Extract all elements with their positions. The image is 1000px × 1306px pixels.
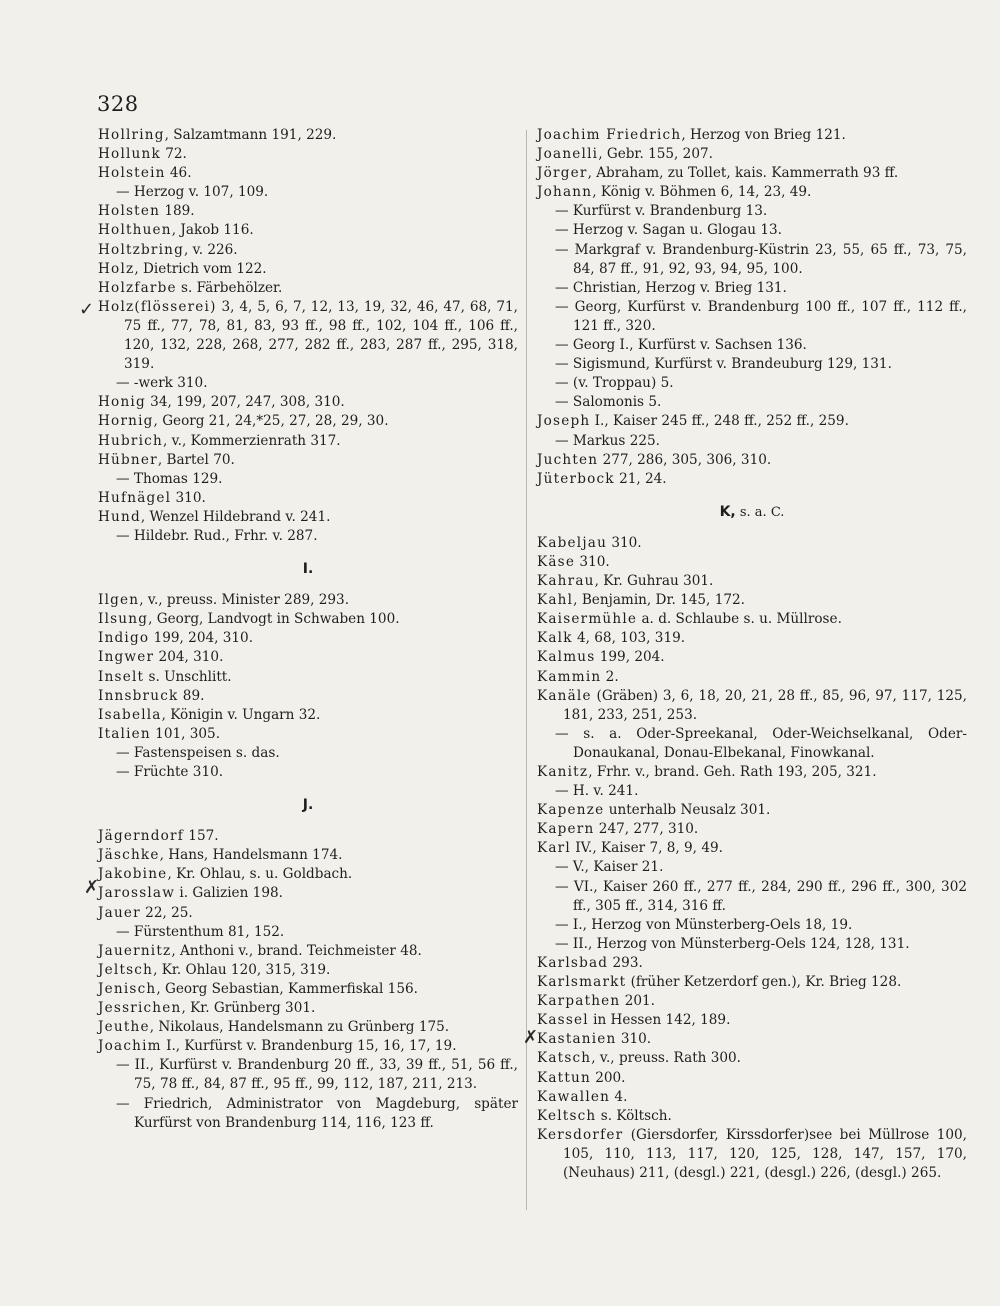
- index-entry: [98, 164, 518, 183]
- entry-headword: Holtzbring: [98, 241, 185, 258]
- entry-references: in Hessen 142, 189.: [588, 1012, 731, 1029]
- entry-references: 101, 305.: [150, 725, 221, 742]
- entry-references: , Georg Sebastian, Kammerfiskal 156.: [156, 980, 418, 997]
- index-subentry: [98, 744, 518, 763]
- index-entry: [537, 839, 967, 858]
- entry-headword: Kattun: [537, 1069, 591, 1086]
- entry-references: 247, 277, 310.: [594, 821, 699, 838]
- index-entry: [98, 884, 518, 903]
- index-subentry: [537, 298, 967, 336]
- entry-references: (früher Ketzerdorf gen.), Kr. Brieg 128.: [626, 974, 902, 991]
- entry-headword: Jarosslaw: [98, 885, 176, 902]
- entry-headword: Juchten: [537, 451, 599, 468]
- entry-references: 199, 204.: [595, 649, 665, 666]
- entry-headword: Kapenze: [537, 802, 605, 819]
- index-entry: [98, 1018, 518, 1037]
- index-entry: [537, 1126, 967, 1183]
- entry-references: — -werk 310.: [116, 375, 208, 392]
- entry-headword: Kahl: [537, 592, 574, 609]
- entry-references: , Gebr. 155, 207.: [598, 146, 713, 163]
- entry-references: — Sigismund, Kurfürst v. Brandeuburg 129, 131.: [555, 356, 892, 373]
- index-entry: [537, 470, 967, 489]
- entry-headword: Kapern: [537, 821, 595, 838]
- entry-headword: Italien: [98, 725, 151, 742]
- entry-headword: Jäschke: [98, 847, 160, 864]
- entry-references: 204, 310.: [154, 649, 224, 666]
- entry-references: — Christian, Herzog v. Brieg 131.: [555, 279, 787, 296]
- index-entry: [98, 865, 518, 884]
- entry-references: — Kurfürst v. Brandenburg 13.: [555, 203, 768, 220]
- index-entry: [98, 451, 518, 470]
- entry-references: — II., Herzog von Münsterberg-Oels 124, 128, 131.: [555, 935, 910, 952]
- section-letter: J.: [302, 797, 314, 814]
- entry-headword: Hübner: [98, 451, 158, 468]
- entry-headword: Jauernitz: [98, 942, 172, 959]
- index-entry: [537, 412, 967, 431]
- entry-headword: Holthuen: [98, 222, 172, 239]
- section-heading: [537, 503, 967, 522]
- entry-references: 189.: [160, 203, 195, 220]
- index-column-left: [98, 126, 518, 1133]
- index-subentry: [98, 923, 518, 942]
- index-subentry: [98, 183, 518, 202]
- index-entry: [98, 961, 518, 980]
- entry-headword: Jüterbock: [537, 470, 615, 487]
- entry-headword: Jakobine: [98, 866, 168, 883]
- index-entry: [537, 164, 967, 183]
- entry-references: — Salomonis 5.: [555, 394, 662, 411]
- entry-references: I., Kurfürst v. Brandenburg 15, 16, 17, 19.: [161, 1038, 457, 1055]
- entry-references: 3, 4, 5, 6, 7, 12, 13, 19, 32, 46, 47, 68, 71, 75 ff., 77, 78, 81, 83, 93 ff., 98 ff., 102, 104 ff., 106 ff., 120, 132, 228, 268, 277, 282 ff., 283, 287 ff., 295, 318, 319.: [124, 298, 518, 373]
- entry-headword: Joachim: [98, 1038, 162, 1055]
- index-entry: [537, 687, 967, 725]
- entry-headword: Jeuthe: [98, 1019, 150, 1036]
- entry-references: , Georg 21, 24,*25, 27, 28, 29, 30.: [153, 413, 389, 430]
- entry-headword: Kaisermühle: [537, 611, 638, 628]
- index-entry: [537, 992, 967, 1011]
- entry-references: 21, 24.: [614, 470, 667, 487]
- index-entry: [537, 1088, 967, 1107]
- entry-references: 199, 204, 310.: [149, 630, 254, 647]
- entry-references: , v., Kommerzienrath 317.: [162, 432, 341, 449]
- index-entry: [98, 126, 518, 145]
- index-entry: [98, 904, 518, 923]
- entry-references: (Giersdorfer, Kirssdorfer)see bei Müllrose 100, 105, 110, 113, 117, 120, 125, 128, 147, 157, 170, (Neuhaus) 211, (desgl.) 221, (desgl.) 226, (desgl.) 265.: [563, 1126, 967, 1181]
- entry-headword: Hollring: [98, 127, 165, 143]
- entry-references: , Frhr. v., brand. Geh. Rath 193, 205, 321.: [588, 764, 877, 780]
- entry-references: , Nikolaus, Handelsmann zu Grünberg 175.: [149, 1019, 450, 1036]
- index-entry: [537, 629, 967, 648]
- section-heading: [98, 796, 518, 815]
- index-subentry: [537, 432, 967, 451]
- entry-headword: Kanitz: [537, 764, 589, 780]
- entry-references: — Markus 225.: [555, 432, 660, 449]
- index-entry: [537, 591, 967, 610]
- entry-references: , Anthoni v., brand. Teichmeister 48.: [171, 942, 422, 959]
- entry-references: — (v. Troppau) 5.: [555, 375, 674, 392]
- entry-references: , Jakob 116.: [171, 222, 254, 239]
- entry-headword: Kalmus: [537, 649, 596, 666]
- entry-headword: Holz: [98, 260, 135, 277]
- entry-references: , Kr. Guhrau 301.: [594, 573, 714, 590]
- entry-references: , Herzog von Brieg 121.: [681, 127, 846, 143]
- index-entry: [98, 827, 518, 846]
- index-entry: [98, 279, 518, 298]
- entry-references: unterhalb Neusalz 301.: [604, 802, 771, 819]
- index-entry: [98, 629, 518, 648]
- entry-headword: Holstein: [98, 165, 166, 182]
- entry-headword: Kabeljau: [537, 534, 608, 551]
- index-entry: [98, 221, 518, 240]
- entry-references: 200.: [590, 1069, 626, 1086]
- entry-references: , Kr. Grünberg 301.: [181, 1000, 316, 1017]
- column-divider: [526, 130, 527, 1210]
- entry-references: — H. v. 241.: [555, 783, 639, 800]
- entry-references: — Herzog v. 107, 109.: [116, 184, 269, 201]
- index-entry: [98, 687, 518, 706]
- entry-references: — Thomas 129.: [116, 470, 223, 487]
- index-entry: [98, 610, 518, 629]
- index-entry: [98, 412, 518, 431]
- entry-headword: Hufnägel: [98, 489, 172, 506]
- entry-references: 310.: [607, 534, 642, 551]
- index-subentry: [537, 916, 967, 935]
- entry-headword: Inselt: [98, 668, 145, 685]
- entry-headword: Karl: [537, 840, 571, 857]
- entry-headword: Holz(flösserei): [98, 298, 217, 315]
- index-subentry: [98, 1056, 518, 1094]
- entry-headword: Indigo: [98, 630, 150, 647]
- entry-references: , König v. Böhmen 6, 14, 23, 49.: [592, 184, 812, 201]
- entry-headword: Jenisch: [98, 980, 157, 997]
- entry-headword: Kalk: [537, 630, 573, 647]
- index-entry: [98, 489, 518, 508]
- entry-headword: Jauer: [98, 904, 141, 921]
- entry-references: , Benjamin, Dr. 145, 172.: [573, 592, 745, 609]
- index-entry: [98, 591, 518, 610]
- index-subentry: [537, 393, 967, 412]
- index-entry: [537, 145, 967, 164]
- entry-headword: Ilsung: [98, 611, 149, 628]
- entry-headword: Ingwer: [98, 649, 155, 666]
- entry-headword: Käse: [537, 553, 576, 570]
- index-entry: [98, 725, 518, 744]
- entry-references: IV., Kaiser 7, 8, 9, 49.: [570, 840, 723, 857]
- section-heading: [98, 560, 518, 579]
- entry-references: — Friedrich, Administrator von Magdeburg, später Kurfürst von Brandenburg 114, 116, 123 ff.: [116, 1095, 518, 1131]
- entry-references: , Georg, Landvogt in Schwaben 100.: [148, 611, 400, 628]
- entry-references: , Wenzel Hildebrand v. 241.: [140, 508, 331, 525]
- entry-references: 34, 199, 207, 247, 308, 310.: [145, 394, 345, 411]
- entry-headword: Hollunk: [98, 146, 161, 163]
- index-entry: [537, 534, 967, 553]
- entry-references: 22, 25.: [140, 904, 193, 921]
- index-subentry: [537, 279, 967, 298]
- entry-references: , Salzamtmann 191, 229.: [164, 127, 337, 143]
- index-entry: [537, 973, 967, 992]
- entry-references: — Hildebr. Rud., Frhr. v. 287.: [116, 527, 318, 544]
- index-column-right: [537, 126, 967, 1183]
- entry-headword: Jeltsch: [98, 961, 154, 978]
- entry-headword: Kanäle: [537, 687, 592, 704]
- index-subentry: [537, 221, 967, 240]
- entry-references: 2.: [601, 668, 619, 685]
- entry-references: — Früchte 310.: [116, 764, 224, 780]
- section-letter: K,: [719, 503, 736, 520]
- entry-references: , Dietrich vom 122.: [134, 260, 267, 277]
- entry-headword: Holzfarbe: [98, 279, 177, 296]
- index-subentry: [537, 355, 967, 374]
- entry-references: s. Färbehölzer.: [176, 279, 283, 296]
- index-entry: [537, 1030, 967, 1049]
- entry-headword: Joseph: [537, 413, 591, 430]
- index-entry: [98, 1037, 518, 1056]
- index-entry: [98, 393, 518, 412]
- index-subentry: [537, 202, 967, 221]
- index-subentry: [537, 878, 967, 916]
- index-entry: [98, 648, 518, 667]
- entry-references: 310.: [616, 1031, 652, 1048]
- index-subentry: [98, 763, 518, 782]
- entry-references: 293.: [608, 954, 643, 971]
- index-subentry: [98, 1095, 518, 1133]
- index-subentry: [98, 527, 518, 546]
- entry-references: a. d. Schlaube s. u. Müllrose.: [637, 611, 842, 628]
- entry-references: — I., Herzog von Münsterberg-Oels 18, 19.: [555, 916, 853, 933]
- entry-references: , v., preuss. Rath 300.: [591, 1050, 742, 1067]
- index-subentry: [537, 782, 967, 801]
- entry-headword: Jägerndorf: [98, 828, 184, 845]
- index-entry: [98, 202, 518, 221]
- entry-headword: Keltsch: [537, 1107, 597, 1124]
- entry-references: — VI., Kaiser 260 ff., 277 ff., 284, 290 ff., 296 ff., 300, 302 ff., 305 ff., 314, 316 ff.: [555, 878, 967, 914]
- entry-headword: Joachim Friedrich: [537, 127, 682, 143]
- entry-references: 46.: [165, 165, 192, 182]
- entry-references: , v. 226.: [184, 241, 238, 258]
- entry-headword: Innsbruck: [98, 687, 179, 704]
- entry-headword: Isabella: [98, 706, 162, 723]
- entry-headword: Karlsmarkt: [537, 974, 627, 991]
- entry-references: 4, 68, 103, 319.: [572, 630, 686, 647]
- entry-references: i. Galizien 198.: [175, 885, 283, 902]
- index-entry: [537, 183, 967, 202]
- entry-headword: Holsten: [98, 203, 161, 220]
- entry-headword: Hund: [98, 508, 141, 525]
- section-note: s. a. C.: [735, 504, 785, 520]
- entry-references: 201.: [620, 993, 655, 1010]
- entry-references: , Königin v. Ungarn 32.: [161, 706, 321, 723]
- entry-headword: Hubrich: [98, 432, 163, 449]
- index-subentry: [98, 470, 518, 489]
- entry-references: — Fürstenthum 81, 152.: [116, 923, 285, 940]
- index-entry: [98, 145, 518, 164]
- entry-references: , v., preuss. Minister 289, 293.: [139, 592, 350, 609]
- entry-headword: Jörger: [537, 165, 588, 182]
- entry-references: , Kr. Ohlau, s. u. Goldbach.: [167, 866, 353, 883]
- entry-headword: Hornig: [98, 413, 154, 430]
- entry-references: 89.: [178, 687, 205, 704]
- handwritten-mark-icon: ✗: [84, 877, 100, 898]
- handwritten-mark-icon: ✗: [523, 1027, 539, 1048]
- entry-references: — Fastenspeisen s. das.: [116, 744, 280, 761]
- index-entry: [537, 801, 967, 820]
- entry-headword: Kersdorfer: [537, 1126, 624, 1143]
- entry-references: , Kr. Ohlau 120, 315, 319.: [153, 961, 331, 978]
- entry-references: 72.: [160, 146, 187, 163]
- index-entry: [537, 553, 967, 572]
- index-entry: [537, 763, 967, 782]
- entry-references: — Herzog v. Sagan u. Glogau 13.: [555, 222, 782, 239]
- entry-headword: Kawallen: [537, 1088, 611, 1105]
- entry-headword: Johann: [537, 184, 593, 201]
- entry-references: 310.: [171, 489, 206, 506]
- index-entry: [98, 432, 518, 451]
- entry-references: — s. a. Oder-Spreekanal, Oder-Weichselkanal, Oder-Donaukanal, Donau-Elbekanal, Finowkanal.: [555, 725, 967, 761]
- entry-references: — Markgraf v. Brandenburg-Küstrin 23, 55, 65 ff., 73, 75, 84, 87 ff., 91, 92, 93, 94, 95, 100.: [555, 241, 967, 277]
- entry-headword: Katsch: [537, 1050, 592, 1067]
- index-entry: [537, 648, 967, 667]
- entry-references: , Abraham, zu Tollet, kais. Kammerrath 93 ff.: [587, 165, 899, 182]
- entry-headword: Ilgen: [98, 592, 140, 609]
- entry-references: s. Unschlitt.: [144, 668, 232, 685]
- index-entry: [98, 260, 518, 279]
- entry-references: (Gräben) 3, 6, 18, 20, 21, 28 ff., 85, 96, 97, 117, 125, 181, 233, 251, 253.: [563, 687, 967, 723]
- section-letter: I.: [302, 561, 314, 578]
- entry-references: 157.: [183, 828, 219, 845]
- entry-references: — Georg, Kurfürst v. Brandenburg 100 ff., 107 ff., 112 ff., 121 ff., 320.: [555, 298, 967, 334]
- index-entry: [98, 508, 518, 527]
- index-entry: [537, 572, 967, 591]
- index-entry: [98, 668, 518, 687]
- entry-references: , Bartel 70.: [157, 451, 235, 468]
- index-entry: [98, 706, 518, 725]
- entry-references: — Georg I., Kurfürst v. Sachsen 136.: [555, 337, 807, 354]
- entry-headword: Honig: [98, 394, 146, 411]
- index-subentry: [98, 374, 518, 393]
- index-entry: [537, 1011, 967, 1030]
- index-entry: [537, 668, 967, 687]
- index-entry: [98, 241, 518, 260]
- entry-headword: Karpathen: [537, 993, 621, 1010]
- index-entry: [537, 1049, 967, 1068]
- index-entry: [537, 610, 967, 629]
- entry-headword: Joanelli: [537, 146, 599, 163]
- entry-references: I., Kaiser 245 ff., 248 ff., 252 ff., 259.: [590, 413, 849, 430]
- entry-references: , Hans, Handelsmann 174.: [159, 847, 343, 864]
- index-subentry: [537, 374, 967, 393]
- index-entry: [537, 954, 967, 973]
- index-subentry: [537, 858, 967, 877]
- index-subentry: [537, 725, 967, 763]
- index-entry: [98, 298, 518, 374]
- entry-headword: Kahrau: [537, 573, 595, 590]
- entry-headword: Kammin: [537, 668, 602, 685]
- index-entry: [537, 1069, 967, 1088]
- entry-references: 310.: [575, 553, 610, 570]
- page-number: 328: [97, 92, 139, 116]
- entry-references: s. Költsch.: [596, 1107, 672, 1124]
- index-entry: [537, 126, 967, 145]
- index-entry: [537, 451, 967, 470]
- index-entry: [98, 846, 518, 865]
- index-entry: [98, 999, 518, 1018]
- entry-headword: Karlsbad: [537, 954, 609, 971]
- handwritten-mark-icon: ✓: [79, 299, 95, 320]
- entry-headword: Jessrichen: [98, 1000, 182, 1017]
- index-entry: [98, 980, 518, 999]
- entry-references: 4.: [610, 1088, 628, 1105]
- entry-references: — II., Kurfürst v. Brandenburg 20 ff., 33, 39 ff., 51, 56 ff., 75, 78 ff., 84, 87 ff., 95 ff., 99, 112, 187, 211, 213.: [116, 1057, 518, 1093]
- entry-headword: Kastanien: [537, 1031, 617, 1048]
- index-subentry: [537, 241, 967, 279]
- index-subentry: [537, 336, 967, 355]
- index-subentry: [537, 935, 967, 954]
- entry-references: 277, 286, 305, 306, 310.: [598, 451, 772, 468]
- index-entry: [98, 942, 518, 961]
- index-entry: [537, 1107, 967, 1126]
- entry-headword: Kassel: [537, 1012, 589, 1029]
- entry-references: — V., Kaiser 21.: [555, 859, 664, 876]
- index-entry: [537, 820, 967, 839]
